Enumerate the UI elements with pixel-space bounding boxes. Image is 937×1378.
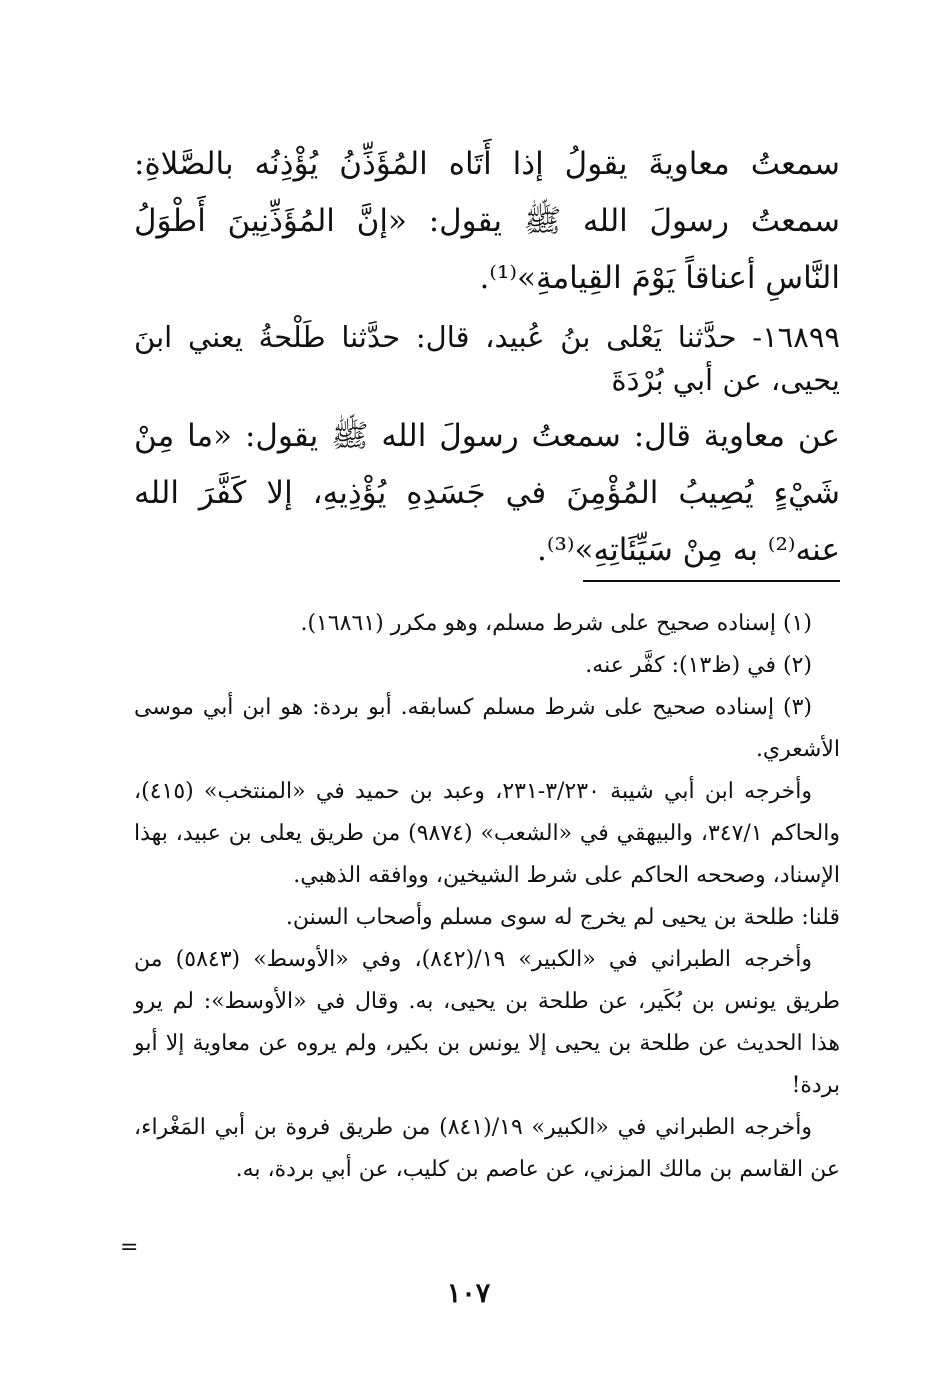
footnote-3: (٣) إسناده صحيح على شرط مسلم كسابقه. أبو بردة: هو ابن أبي موسى الأشعري. [134, 695, 840, 762]
footnote-1: (١) إسناده صحيح على شرط مسلم، وهو مكرر (١٦٨٦١). [300, 611, 812, 636]
footnote-separator [583, 580, 840, 582]
footnotes [134, 603, 840, 1191]
footnote-3-takhrij-3: وأخرجه الطبراني في «الكبير» ١٩/(٨٤١) من طريق فروة بن أبي المَغْراء، عن القاسم بن مالك المزني، عن عاصم بن كليب، عن أبي بردة، به. [134, 1115, 840, 1182]
body-paragraph-3: عن معاوية قال: سمعتُ رسولَ الله ﷺ يقول: «ما مِنْ شَيْءٍ يُصِيبُ المُؤْمِنَ في جَسَدِهِ يُؤْذِيهِ، إلا كَفَّرَ الله عنه⁽²⁾ به مِنْ سَيِّئَاتِهِ»⁽³⁾. [134, 418, 840, 568]
hadith-number-paragraph: ١٦٨٩٩- حدَّثنا يَعْلى بنُ عُبيد، قال: حدَّثنا طَلْحةُ يعني ابنَ يحيى، عن أبي بُرْدَةَ [134, 320, 840, 397]
page-number: ١٠٧ [446, 1278, 491, 1309]
body-paragraph-1: سمعتُ معاويةَ يقولُ إذا أَتَاه المُؤَذِّنُ يُؤْذِنُه بالصَّلاةِ: سمعتُ رسولَ الله ﷺ يقول: «إنَّ المُؤَذِّنِينَ أَطْوَلُ النَّاسِ أعناقاً يَوْمَ القِيامةِ»⁽¹⁾. [134, 146, 840, 296]
footnote-3-takhrij-2: وأخرجه الطبراني في «الكبير» ١٩/(٨٤٢)، وفي «الأوسط» (٥٨٤٣) من طريق يونس بن بُكَير، عن طلحة بن يحيى، به. وقال في «الأوسط»: لم يرو هذا الحديث عن طلحة بن يحيى إلا يونس بن بكير، ولم يروه عن معاوية إلا أبو بردة! [134, 947, 840, 1098]
footnote-2: (٢) في (ظ١٣): كفَّر عنه. [585, 653, 812, 678]
footnote-3-comment: قلنا: طلحة بن يحيى لم يخرج له سوى مسلم وأصحاب السنن. [285, 905, 840, 930]
footnote-3-takhrij-1: وأخرجه ابن أبي شيبة ٣/٢٣٠-٢٣١، وعبد بن حميد في «المنتخب» (٤١٥)، والحاكم ٣٤٧/١، والبيهقي في «الشعب» (٩٨٧٤) من طريق يعلى بن عبيد، بهذا الإسناد، وصححه الحاكم على شرط الشيخين، ووافقه الذهبي. [134, 779, 840, 888]
continuation-mark: = [120, 1235, 139, 1260]
